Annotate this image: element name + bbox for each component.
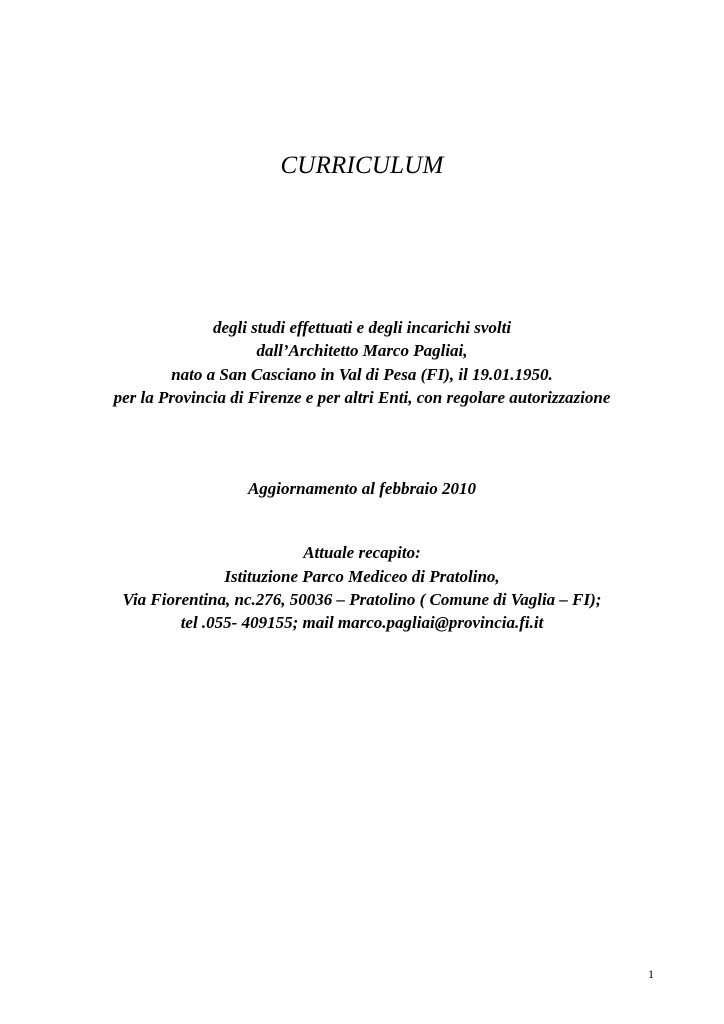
contact-institution: Istituzione Parco Mediceo di Pratolino, [224,567,500,586]
intro-line-architect: dall’Architetto Marco Pagliai, [256,341,468,360]
update-date: Aggiornamento al febbraio 2010 [247,479,477,498]
contact-address: Via Fiorentina, nc.276, 50036 – Pratolino ( Comune di Vaglia – FI); [122,590,602,609]
intro-line-province: per la Provincia di Firenze e per altri Enti, con regolare autorizzazione [113,388,611,407]
intro-line-birth: nato a San Casciano in Val di Pesa (FI), il 19.01.1950. [171,365,553,384]
contact-phone-mail: tel .055- 409155; mail marco.pagliai@provincia.fi.it [180,613,544,632]
document-title: CURRICULUM [280,152,444,179]
intro-line-studies: degli studi effettuati e degli incarichi svolti [212,318,512,337]
page-number: 1 [648,967,654,981]
contact-heading: Attuale recapito: [303,543,421,562]
